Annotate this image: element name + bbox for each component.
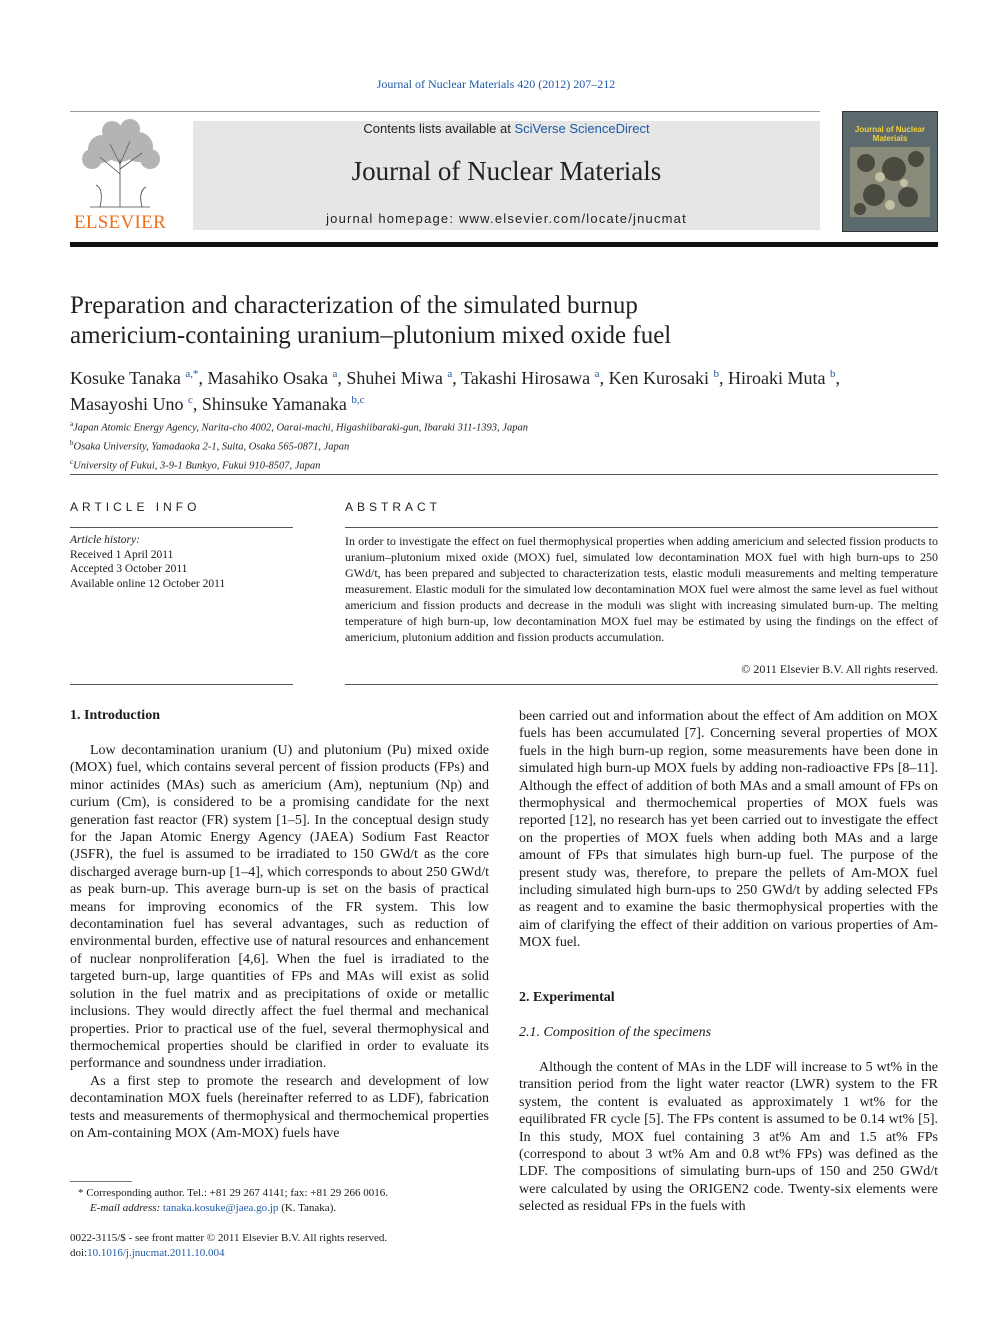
author[interactable]: Hiroaki Muta $^b$ xyxy=(728,368,836,388)
accepted-date: Accepted 3 October 2011 xyxy=(70,563,188,575)
elsevier-logo[interactable] xyxy=(70,119,170,232)
divider xyxy=(345,684,938,685)
author[interactable]: Masayoshi Uno $^c$ xyxy=(70,394,193,414)
cover-title: Journal of Nuclear Materials xyxy=(854,125,926,143)
title-line-2: americium-containing uranium–plutonium mixed oxide fuel xyxy=(70,322,672,349)
column-left xyxy=(70,742,489,1142)
author[interactable]: Ken Kurosaki $^b$ xyxy=(608,368,720,388)
email-note xyxy=(70,1201,388,1216)
author[interactable]: Masahiko Osaka $^a$ xyxy=(207,368,338,388)
article-info-heading: ARTICLE INFO xyxy=(70,500,201,514)
section-heading-experimental: 2. Experimental xyxy=(519,990,615,1005)
issn-line: 0022-3115/$ - see front matter © 2011 Elsevier B.V. All rights reserved. xyxy=(70,1232,388,1244)
abstract-copyright: © 2011 Elsevier B.V. All rights reserved. xyxy=(741,662,938,676)
journal-banner xyxy=(193,121,820,230)
footnotes xyxy=(70,1186,388,1215)
header-thick-rule xyxy=(70,242,938,247)
author-list: Kosuke Tanaka $^{a,*}$, Masahiko Osaka $^a$, Shuhei Miwa $^a$, Takashi Hirosawa $^a$, Ken Kurosaki $^b$, Hiroaki Muta $^b$, Masayoshi Uno $^c$, Shinsuke Yamanaka $^{b,c}$ xyxy=(70,368,841,414)
abstract-text: In order to investigate the effect on fuel thermophysical properties when adding americium and selected fission products to uranium–plutonium mixed oxide (MOX) fuel, simulated low decontamination MOX fuel with high burn-ups to 250 GWd/t, has been prepared and subjected to characterization tests, elastic moduli measurements and melting temperature measurement. Elastic moduli for the simulated low decontamination MOX fuel were almost the same level as fuel without americium and fission products and decrease in the moduli was slight with increasing simulated burn-up. The melting temperature of high burn-up, low decontamination MOX fuel may be estimated by using the findings on the effect of americium, plutonium addition and fission products accumulation. xyxy=(345,534,938,644)
online-date: Available online 12 October 2011 xyxy=(70,577,226,590)
divider xyxy=(70,527,293,528)
column-right xyxy=(519,708,938,952)
sciencedirect-link[interactable]: SciVerse ScienceDirect xyxy=(514,121,650,136)
author[interactable]: Takashi Hirosawa $^a$ xyxy=(460,368,600,388)
elsevier-tree-icon xyxy=(70,119,170,211)
elsevier-wordmark: ELSEVIER xyxy=(73,212,167,233)
journal-homepage[interactable]: journal homepage: www.elsevier.com/locate/jnucmat xyxy=(326,211,687,226)
journal-cover-thumbnail[interactable] xyxy=(842,111,938,232)
email-link[interactable]: tanaka.kosuke@jaea.go.jp xyxy=(162,1201,279,1214)
affiliation: $^a$Japan Atomic Energy Agency, Narita-cho 4002, Oarai-machi, Higashiibaraki-gun, Ibaraki 311-1393, Japan xyxy=(70,420,528,434)
paragraph: been carried out and information about the effect of Am addition on MOX fuels has been accumulated [7]. Concerning several properties of MOX fuels in the high burn-up region, some measurements have been done in simulated high burn-up MOX fuels by adding non-radioactive FPs [8–11]. Although the effect of addition of both MAs and a small amount of FPs on thermophysical and thermochemical properties of MOX fuels was reported [12], no research has yet been carried out to investigate the effect on the properties of MOX fuels when adding both MAs and a large amount of FPs that simulates high burn-up fuel. The purpose of the present study was, therefore, to prepare the pellets of Am-MOX fuel including simulated high burn-ups to 250 GWd/t by adding selected FPs as reagent and to examine the basic thermophysical properties with the aim of clarifying the effect of their addition on various properties of Am-MOX fuel. xyxy=(519,709,938,951)
corresponding-author-note: * Corresponding author. Tel.: +81 29 267 4141; fax: +81 29 266 0016. xyxy=(78,1187,388,1199)
author[interactable]: Shuhei Miwa $^a$ xyxy=(346,368,453,388)
divider xyxy=(70,684,293,685)
affiliations xyxy=(70,417,938,474)
title-line-1: Preparation and characterization of the simulated burnup xyxy=(70,292,638,319)
contents-prefix: Contents lists available at xyxy=(363,121,511,136)
article-history xyxy=(70,533,225,591)
received-date: Received 1 April 2011 xyxy=(70,548,174,561)
divider xyxy=(345,527,938,528)
author[interactable]: Kosuke Tanaka $^{a,*}$ xyxy=(70,368,199,388)
author[interactable]: Shinsuke Yamanaka $^{b,c}$ xyxy=(201,394,365,414)
journal-title: Journal of Nuclear Materials xyxy=(351,156,662,186)
footnote-rule xyxy=(70,1181,132,1182)
journal-citation[interactable]: Journal of Nuclear Materials 420 (2012) 207–212 xyxy=(376,77,616,91)
paragraph: As a first step to promote the research and development of low decontamination MOX fuels (hereinafter referred to as LDF), fabrication tests and measurements of thermophysical and thermochemical properties on Am-containing MOX (Am-MOX) fuels have xyxy=(70,1073,489,1141)
article-title xyxy=(70,291,930,351)
publication-meta xyxy=(70,1231,387,1260)
doi-line xyxy=(70,1246,387,1261)
doi-link[interactable]: 10.1016/j.jnucmat.2011.10.004 xyxy=(87,1246,225,1259)
header-divider xyxy=(70,111,820,112)
column-right-lower xyxy=(519,1059,938,1216)
paragraph: Low decontamination uranium (U) and plutonium (Pu) mixed oxide (MOX) fuel, which contains several percent of fission products (FPs) and minor actinides (MAs) such as americium (Am), neptunium (Np) and curium (Cm), is considered to be a promising candidate for the next generation fast reactor (FR) system [1–5]. In the conceptual design study for the Japan Atomic Energy Agency (JAEA) Sodium Fast Reactor (JSFR), the fuel is assumed to be irradiated to 150 GWd/t as the core discharged average burn-up [1–4], which corresponds to about 250 GWd/t as peak burn-up. This average burn-up is set on the basis of practical means for improving economics of the FR system. This low decontamination fuel has several advantages, such as reduction of environmental burden, effective use of natural resources and enhancement of nuclear nonproliferation [4,6]. When the fuel is irradiated to the targeted burn-up, large quantities of FPs and MAs will exist as solid solution in the fuel matrix and as precipitations of oxide or metallic inclusions. They would directly affect the fuel thermal and mechanical properties. Prior to practical use of the fuel, several thermophysical and thermochemical properties should be clarified in order to evaluate its performance and soundness under irradiation. xyxy=(70,743,489,1072)
divider xyxy=(70,474,938,475)
contents-line xyxy=(193,121,820,136)
email-label: E-mail address: xyxy=(90,1201,161,1214)
section-heading-introduction: 1. Introduction xyxy=(70,708,160,723)
affiliation: $^c$University of Fukui, 3-9-1 Bunkyo, Fukui 910-8507, Japan xyxy=(70,458,321,472)
doi-label: doi: xyxy=(70,1246,88,1259)
subsection-heading: 2.1. Composition of the specimens xyxy=(519,1025,712,1040)
affiliation: $^b$Osaka University, Yamadaoka 2-1, Suita, Osaka 565-0871, Japan xyxy=(70,439,350,453)
abstract-heading: ABSTRACT xyxy=(345,500,442,514)
cover-image-icon xyxy=(844,147,936,227)
history-label: Article history: xyxy=(70,534,140,546)
email-suffix: (K. Tanaka). xyxy=(281,1201,337,1214)
paragraph: Although the content of MAs in the LDF will increase to 5 wt% in the transition period from the light water reactor (LWR) system to the FR system, the content is evaluated as approximately 1 wt% for the equilibrated FR cycle [5]. The FPs content is assumed to be 0.14 wt% [5]. In this study, MOX fuel containing 3 at% Am and 1.5 at% FPs (correspond to about 3 wt% Am and 0.8 wt% FPs) was defined as the LDF. The compositions of simulating burn-ups of 150 and 250 GWd/t were calculated by using the ORIGEN2 code. Twenty-six elements were selected as residual FPs in the fuels with xyxy=(519,1060,938,1215)
